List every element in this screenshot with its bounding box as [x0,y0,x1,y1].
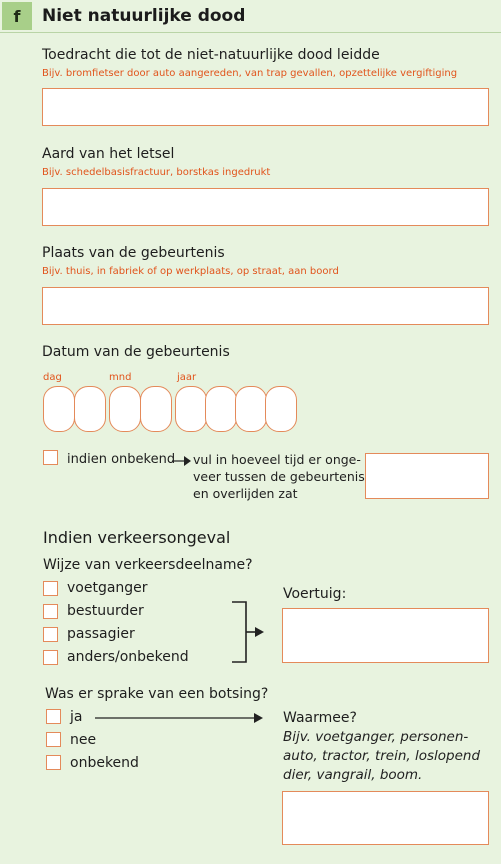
collision-with-hint-line2: auto, tractor, trein, loslopend [283,748,481,764]
injury-hint: Bijv. schedelbasisfractuur, borstkas ingedrukt [42,167,271,178]
checkbox-collision-yes[interactable] [46,709,61,724]
option-collision-no: nee [70,732,97,748]
day-digit-2[interactable] [74,386,106,432]
collision-with-label: Waarmee? [283,710,357,726]
arrow-right-icon [172,454,192,468]
date-unknown-checkbox[interactable] [43,450,58,465]
year-digit-2[interactable] [205,386,237,432]
cause-hint: Bijv. bromfietser door auto aangereden, van trap gevallen, opzettelijke vergiftiging [42,68,458,79]
time-between-line3: en overlijden zat [193,486,298,501]
collision-with-hint-line3: dier, vangrail, boom. [283,767,423,783]
injury-input[interactable] [42,188,489,226]
cause-input[interactable] [42,88,489,126]
option-other-unknown: anders/onbekend [67,649,189,665]
place-hint: Bijv. thuis, in fabriek of op werkplaats, op straat, aan boord [42,266,339,277]
vehicle-input[interactable] [282,608,489,663]
option-pedestrian: voetganger [67,580,148,596]
place-label: Plaats van de gebeurtenis [42,245,225,261]
time-between-line2: veer tussen de gebeurtenis [193,469,365,484]
time-between-line1: vul in hoeveel tijd er onge- [193,452,361,467]
checkbox-passenger[interactable] [43,627,58,642]
year-digit-1[interactable] [175,386,207,432]
collision-with-input[interactable] [282,791,489,845]
cause-label: Toedracht die tot de niet-natuurlijke dood leidde [42,47,380,63]
option-passenger: passagier [67,626,135,642]
traffic-section-title: Indien verkeersongeval [43,528,231,547]
option-collision-yes: ja [70,709,83,725]
year-digit-4[interactable] [265,386,297,432]
bracket-arrow-icon [230,600,266,666]
arrow-right-long-icon [95,711,265,725]
option-collision-unknown: onbekend [70,755,139,771]
checkbox-other-unknown[interactable] [43,650,58,665]
section-letter-badge: f [2,2,32,30]
month-digit-2[interactable] [140,386,172,432]
section-title: Niet natuurlijke dood [42,6,246,26]
date-unknown-label: indien onbekend [67,452,176,467]
collision-with-hint-line1: Bijv. voetganger, personen- [283,729,469,745]
place-input[interactable] [42,287,489,325]
checkbox-driver[interactable] [43,604,58,619]
day-label: dag [43,372,62,383]
checkbox-collision-no[interactable] [46,732,61,747]
checkbox-collision-unknown[interactable] [46,755,61,770]
participation-question: Wijze van verkeersdeelname? [43,557,253,573]
year-digit-3[interactable] [235,386,267,432]
day-digit-1[interactable] [43,386,75,432]
year-label: jaar [177,372,197,383]
collision-question: Was er sprake van een botsing? [45,686,269,702]
month-digit-1[interactable] [109,386,141,432]
checkbox-pedestrian[interactable] [43,581,58,596]
vehicle-label: Voertuig: [283,586,347,602]
date-label: Datum van de gebeurtenis [42,344,230,360]
injury-label: Aard van het letsel [42,146,175,162]
time-between-input[interactable] [365,453,489,499]
option-driver: bestuurder [67,603,144,619]
month-label: mnd [109,372,132,383]
